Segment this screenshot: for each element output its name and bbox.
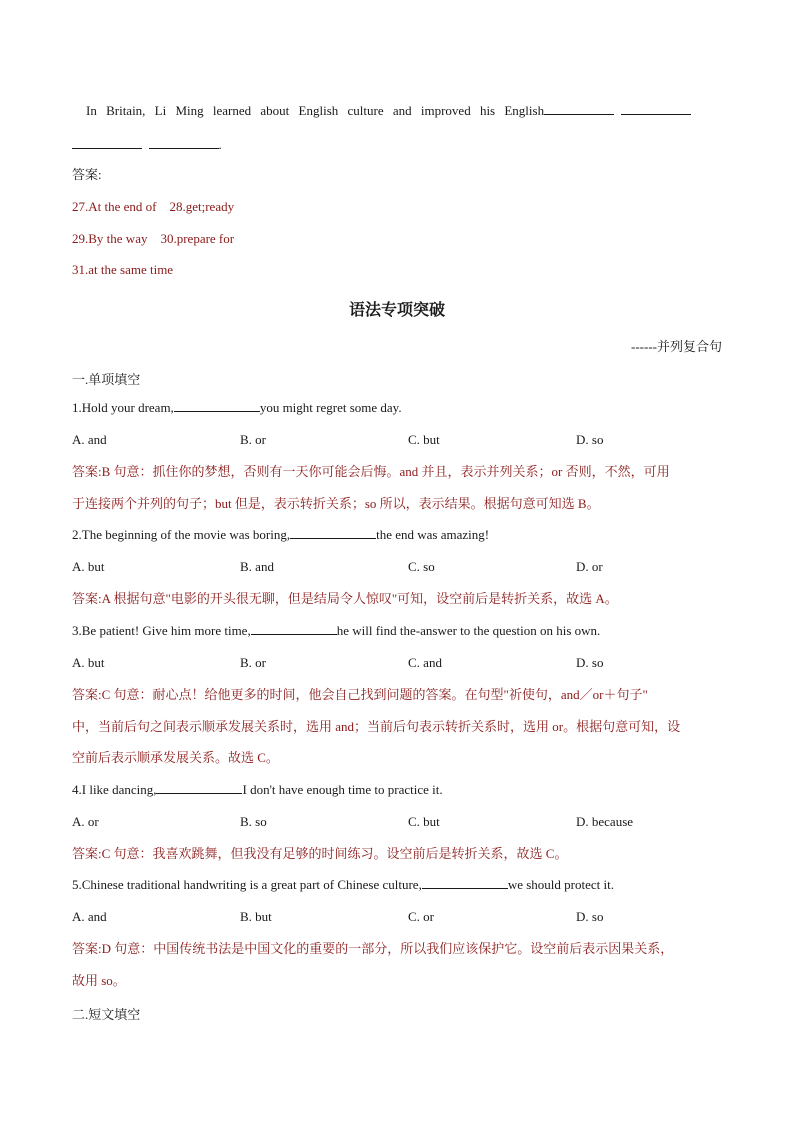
blank bbox=[149, 136, 219, 149]
q5-option-a[interactable]: A. and bbox=[72, 909, 107, 924]
answer-30: 30.prepare for bbox=[160, 231, 235, 246]
q1-answer-line-2: 于连接两个并列的句子；but 但是，表示转折关系；so 所以，表示结果。根据句意可知选 B。 bbox=[72, 496, 600, 511]
q3-answer-line-3: 空前后表示顺承发展关系。故选 C。 bbox=[72, 750, 279, 765]
q4-option-d[interactable]: D. because bbox=[576, 814, 634, 829]
question-1 bbox=[72, 399, 402, 417]
q1-option-c[interactable]: C. but bbox=[408, 432, 440, 447]
q4-option-c[interactable]: C. but bbox=[408, 814, 440, 829]
blank bbox=[422, 876, 508, 889]
blank bbox=[174, 399, 260, 412]
question-5-pre: 5.Chinese traditional handwriting is a great part of Chinese culture, bbox=[72, 877, 422, 892]
blank bbox=[621, 102, 691, 115]
answer-31: 31.at the same time bbox=[72, 262, 174, 277]
question-3-pre: 3.Be patient! Give him more time, bbox=[72, 623, 251, 638]
q3-answer-line-1: 答案:C 句意：耐心点！给他更多的时间，他会自己找到问题的答案。在句型"祈使句，and／or＋句子" bbox=[72, 687, 648, 702]
q2-option-a[interactable]: A. but bbox=[72, 559, 105, 574]
answer-28: 28.get;ready bbox=[169, 199, 235, 214]
q2-option-b[interactable]: B. and bbox=[240, 559, 274, 574]
blank bbox=[544, 102, 614, 115]
answer-29: 29.By the way bbox=[72, 231, 148, 246]
passage-line-1 bbox=[86, 102, 691, 120]
passage-text: In Britain, Li Ming learned about English culture and improved his English bbox=[86, 103, 545, 118]
question-1-post: you might regret some day. bbox=[259, 400, 402, 415]
answers-label: 答案: bbox=[72, 167, 102, 182]
question-3 bbox=[72, 622, 600, 640]
question-3-post: he will find the-answer to the question on his own. bbox=[336, 623, 601, 638]
section-2-heading: 二.短文填空 bbox=[72, 1007, 141, 1022]
q1-option-a[interactable]: A. and bbox=[72, 432, 107, 447]
question-1-pre: 1.Hold your dream, bbox=[72, 400, 174, 415]
question-4-post: I don't have enough time to practice it. bbox=[242, 782, 443, 797]
q2-option-c[interactable]: C. so bbox=[408, 559, 435, 574]
q5-option-b[interactable]: B. but bbox=[240, 909, 272, 924]
question-5 bbox=[72, 876, 614, 894]
answer-row-1 bbox=[72, 198, 234, 216]
question-4 bbox=[72, 781, 443, 799]
q1-answer-line-1: 答案:B 句意：抓住你的梦想，否则有一天你可能会后悔。and 并且，表示并列关系；or 否则，不然，可用 bbox=[72, 464, 670, 479]
q1-option-b[interactable]: B. or bbox=[240, 432, 266, 447]
q4-option-b[interactable]: B. so bbox=[240, 814, 267, 829]
q1-option-d[interactable]: D. so bbox=[576, 432, 604, 447]
question-5-post: we should protect it. bbox=[507, 877, 614, 892]
question-2-pre: 2.The beginning of the movie was boring, bbox=[72, 527, 291, 542]
question-2 bbox=[72, 526, 489, 544]
q4-answer-line-1: 答案:C 句意：我喜欢跳舞，但我没有足够的时间练习。设空前后是转折关系，故选 C。 bbox=[72, 846, 568, 861]
q4-option-a[interactable]: A. or bbox=[72, 814, 99, 829]
blank bbox=[290, 526, 376, 539]
q3-option-a[interactable]: A. but bbox=[72, 655, 105, 670]
q5-option-c[interactable]: C. or bbox=[408, 909, 434, 924]
blank bbox=[72, 136, 142, 149]
answer-row-2 bbox=[72, 230, 234, 248]
blank bbox=[251, 622, 337, 635]
q2-answer-line-1: 答案:A 根据句意"电影的开头很无聊，但是结局令人惊叹"可知，设空前后是转折关系，故选 A。 bbox=[72, 591, 618, 606]
q5-answer-line-1: 答案:D 句意：中国传统书法是中国文化的重要的一部分，所以我们应该保护它。设空前后表示因果关系， bbox=[72, 941, 674, 956]
page-title: 语法专项突破 bbox=[348, 300, 445, 319]
question-2-post: the end was amazing! bbox=[376, 527, 490, 542]
q3-option-c[interactable]: C. and bbox=[408, 655, 442, 670]
answer-27: 27.At the end of bbox=[72, 199, 157, 214]
q2-option-d[interactable]: D. or bbox=[576, 559, 603, 574]
section-1-heading: 一.单项填空 bbox=[72, 372, 141, 387]
passage-line-2 bbox=[72, 136, 222, 154]
passage-end: . bbox=[218, 137, 222, 152]
q3-option-d[interactable]: D. so bbox=[576, 655, 604, 670]
question-4-pre: 4.I like dancing, bbox=[72, 782, 157, 797]
page-subtitle: ------并列复合句 bbox=[631, 339, 722, 354]
q3-option-b[interactable]: B. or bbox=[240, 655, 266, 670]
q3-answer-line-2: 中，当前后句之间表示顺承发展关系时，选用 and；当前后句表示转折关系时，选用 or。根据句意可知，设 bbox=[72, 719, 681, 734]
q5-answer-line-2: 故用 so。 bbox=[72, 973, 126, 988]
blank bbox=[156, 781, 242, 794]
q5-option-d[interactable]: D. so bbox=[576, 909, 604, 924]
